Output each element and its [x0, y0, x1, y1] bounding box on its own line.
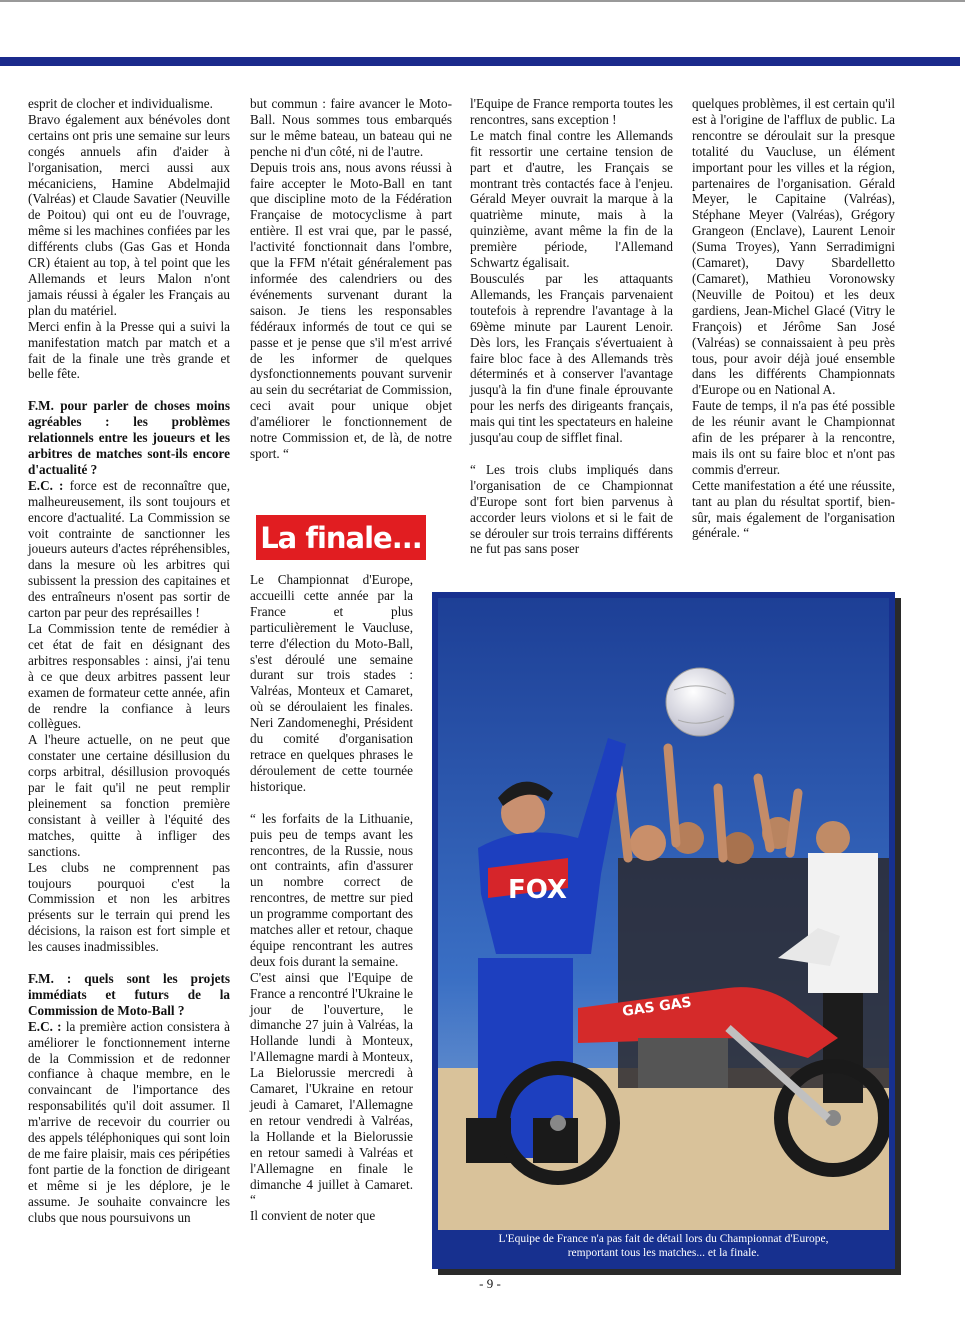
- interview-question: F.M. : quels sont les projets immédiats et futurs de la Commission de Moto-Ball ?: [28, 971, 230, 1018]
- paragraph: but commun : faire avancer le Moto-Ball. Nous sommes tous embarqués sur le même bateau, un bateau qui ne penche ni d'un côté, ni de l'autre.: [250, 96, 452, 159]
- photo-frame: [432, 592, 895, 1269]
- paragraph: “ les forfaits de la Lithuanie, puis peu de temps avant les rencontres, de la Russie, nous ont contraints, afin d'assurer un nombre correct de rencontres, de mettre sur pied un programme comportant des matches aller et retour, chaque équipe rencontrant les autres deux fois durant la semaine.: [250, 810, 413, 969]
- paragraph: Faute de temps, il n'a pas été possible de les réunir avant le Championnat afin de les préparer à la rencontre, mais ils ont su faire bloc et n'ont pas commis d'erreur.: [692, 398, 895, 477]
- page-number: - 9 -: [479, 1276, 501, 1291]
- paragraph: Il convient de noter que: [250, 1208, 376, 1224]
- team-photo: [438, 598, 889, 1230]
- paragraph: Le Championnat d'Europe, accueilli cette année par la France et plus particulièrement le Vaucluse, terre d'élection du Moto-Ball, s'est déroulé une semaine durant sur trois stades : Valréas, Monteux et Camaret, où se déroulaient les finales. Neri Zandomeneghi, Président du comité d'organisation retrace en quelques phrases le déroulement de cette tournée historique.: [250, 572, 413, 794]
- engine: [638, 1038, 728, 1088]
- player-white-shirt: [808, 853, 878, 993]
- photo-caption: [438, 1232, 889, 1260]
- paragraph: A l'heure actuelle, on ne peut que constater une certaine désillusion du corps arbitral, désillusion provoqués par le fait qu'il ne peut remplir pleinement sa fonction première consistant à veiller à l'équité des matches, quitte à infliger des sanctions.: [28, 732, 230, 859]
- speaker-label: E.C. :: [28, 477, 64, 493]
- caption-line: remportant tous les matches... et la finale.: [567, 1247, 760, 1259]
- column-1: [28, 96, 230, 1226]
- header-band: [0, 57, 960, 66]
- column-2-top: [250, 96, 452, 462]
- ball-icon: [666, 668, 734, 736]
- paragraph: Merci enfin à la Presse qui a suivi la manifestation match par match et a fait de la finale une très grande et belle fête.: [28, 318, 230, 382]
- paragraph: Depuis trois ans, nous avons réussi à faire accepter le Moto-Ball en tant que discipline moto de la Fédération Française de motocyclisme à part entière. Il est vrai que, par le passé, l'activité fonctionnait dans l'ombre, que la FFM n'était généralement pas informée des calendriers ou des événements survenant durant la saison. Je tiens les responsables fédéraux informés de tout ce qui se passe et je pense que s'il m'est arrivé de les informer de quelques dysfonctionnements pouvant survenir au sein du secrétariat de Commission, ceci avait pour unique objet d'améliorer le fonctionnement de notre Commission et, de là, de notre sport. “: [250, 159, 452, 461]
- column-2-bottom: [250, 572, 413, 1224]
- bike-logo: GAS GAS: [621, 994, 693, 1020]
- paragraph: Cette manifestation a été une réussite, tant au plan du résultat sportif, bien-sûr, mais également de l'organisation générale. “: [692, 477, 895, 541]
- column-3: [470, 96, 673, 557]
- top-rule: [0, 0, 965, 2]
- paragraph: esprit de clocher et individualisme.: [28, 96, 213, 111]
- answer-text: la première action consistera à améliorer le fonctionnement interne de la Commission et de redonner confiance à chaque membre, en le convaincant de l'importance des responsabilités qu'il doit assumer. Il m'arrive de recevoir du courrier ou des appels téléphoniques qui sont loin de me faire plaisir, mais ces péripéties font partie de la fonction de dirigeant et même si je les déplore, je le assume. Je souhaite convaincre les clubs que nous poursuivons un: [28, 1018, 230, 1225]
- paragraph: quelques problèmes, il est certain qu'il est à l'origine de l'afflux de public. La rencontre se déroulait sur la presque totalité du Vaucluse, un élément important pour les villes et la région, partenaires de l'organisation. Gérald Meyer, le Capitaine (Valréas), Stéphane Meyer (Valréas), Grégory Grangeon (Enclave), Laurent Lenoir (Suma Troyes), Yann Serradimigni (Camaret), Davy Sbardelletto (Camaret), Mathieu Voronowsky (Neuville de Poitou) et les deux gardiens, Jean-Michel Glacé (Vitry le François) et Jérôme San José (Valréas) se connaissaient à peu près tous, pour avoir déjà joué ensemble dans les différents Championnats d'Europe ou en National A.: [692, 96, 895, 398]
- paragraph: Les clubs ne comprennent pas toujours pourquoi c'est la Commission et non les arbitres présents sur le terrain qui prend les décisions, la raison est fort simple et les causes inadmissibles.: [28, 859, 230, 955]
- jersey-logo: FOX: [508, 875, 567, 905]
- paragraph: C'est ainsi que l'Equipe de France a rencontré l'Ukraine le jour de l'ouverture, le dimanche 27 juin à Valréas, la Hollande lundi à Monteux, l'Allemagne mardi à Monteux, La Bielorussie mercredi à Camaret, l'Ukraine en retour jeudi à Camaret, l'Allemagne en retour vendredi à Valréas, la Hollande et la Bielorussie en retour samedi à Valréas et l'Allemagne en finale le dimanche 4 juillet à Camaret. “: [250, 969, 413, 1208]
- paragraph: Bousculés par les attaquants Allemands, les Français parvenaient toutefois à reprendre l'avantage à la 69ème minute par Laurent Lenoir. Dès lors, les Français s'évertuaient à faire bloc face à des Allemands très déterminés et à conserver l'avantage jusqu'à la fin d'une finale éprouvante pour les nerfs des dirigeants français, mais qui tint les spectateurs en haleine jusqu'au coup de sifflet final.: [470, 270, 673, 446]
- caption-line: L'Equipe de France n'a pas fait de détail lors du Championnat d'Europe,: [498, 1233, 829, 1245]
- paragraph: l'Equipe de France remporta toutes les rencontres, sans exception !: [470, 96, 673, 127]
- interview-question: F.M. pour parler de choses moins agréables : les problèmes relationnels entre les joueurs et les arbitres de matches sont-ils encore d'actualité ?: [28, 398, 230, 477]
- paragraph: “ Les trois clubs impliqués dans l'organisation de ce Championnat d'Europe sont fort bien parvenus à accorder leurs violons et si le fait de se dérouler sur trois terrains différents ne fut pas sans poser: [470, 461, 673, 557]
- interview-answer: [28, 478, 230, 621]
- section-heading: La finale...: [256, 515, 426, 560]
- paragraph: Bravo également aux bénévoles dont certains ont pris une semaine sur leurs congés annuels afin d'aider à l'organisation, merci aussi aux mécaniciens, Hamine Abdelmajid (Valréas) et Claude Savatier (Neuville de Poitou) qui ont eu de l'ouvrage, même si les machines confiées par les différents clubs (Gas Gas et Honda CR) étaient au top, à tel point que les Allemands et leurs Malon n'ont jamais réussi à égaler les Français au plan du matériel.: [28, 111, 230, 318]
- answer-text: force est de reconnaître que, malheureusement, ils sont toujours et encore d'actualité. La Commission se voit contrainte de sanctionner les joueurs auteurs d'actes répréhensibles, dans la mesure où les arbitres qui subissent la pression des capitaines et des entraîneurs n'osent pas sortir de carton par peur des représailles !: [28, 477, 231, 621]
- paragraph: La Commission tente de remédier à cet état de fait en désignant des arbitres responsables : ainsi, j'ai tenu à ce que deux arbitres passent leur examen de formateur cette année, afin de rendre la confiance à leurs collègues.: [28, 621, 230, 732]
- paragraph: Le match final contre les Allemands fit ressortir une certaine tension de part et d'autre, les Français se montrant très contactés face à l'enjeu. Gérald Meyer ouvrait la marque à la quatrième minute, mais à la quinzième, avant même la fin de la première période, l'Allemand Schwartz égalisait.: [470, 127, 673, 271]
- speaker-label: E.C. :: [28, 1018, 62, 1034]
- column-4: [692, 96, 895, 541]
- interview-answer: [28, 1019, 230, 1226]
